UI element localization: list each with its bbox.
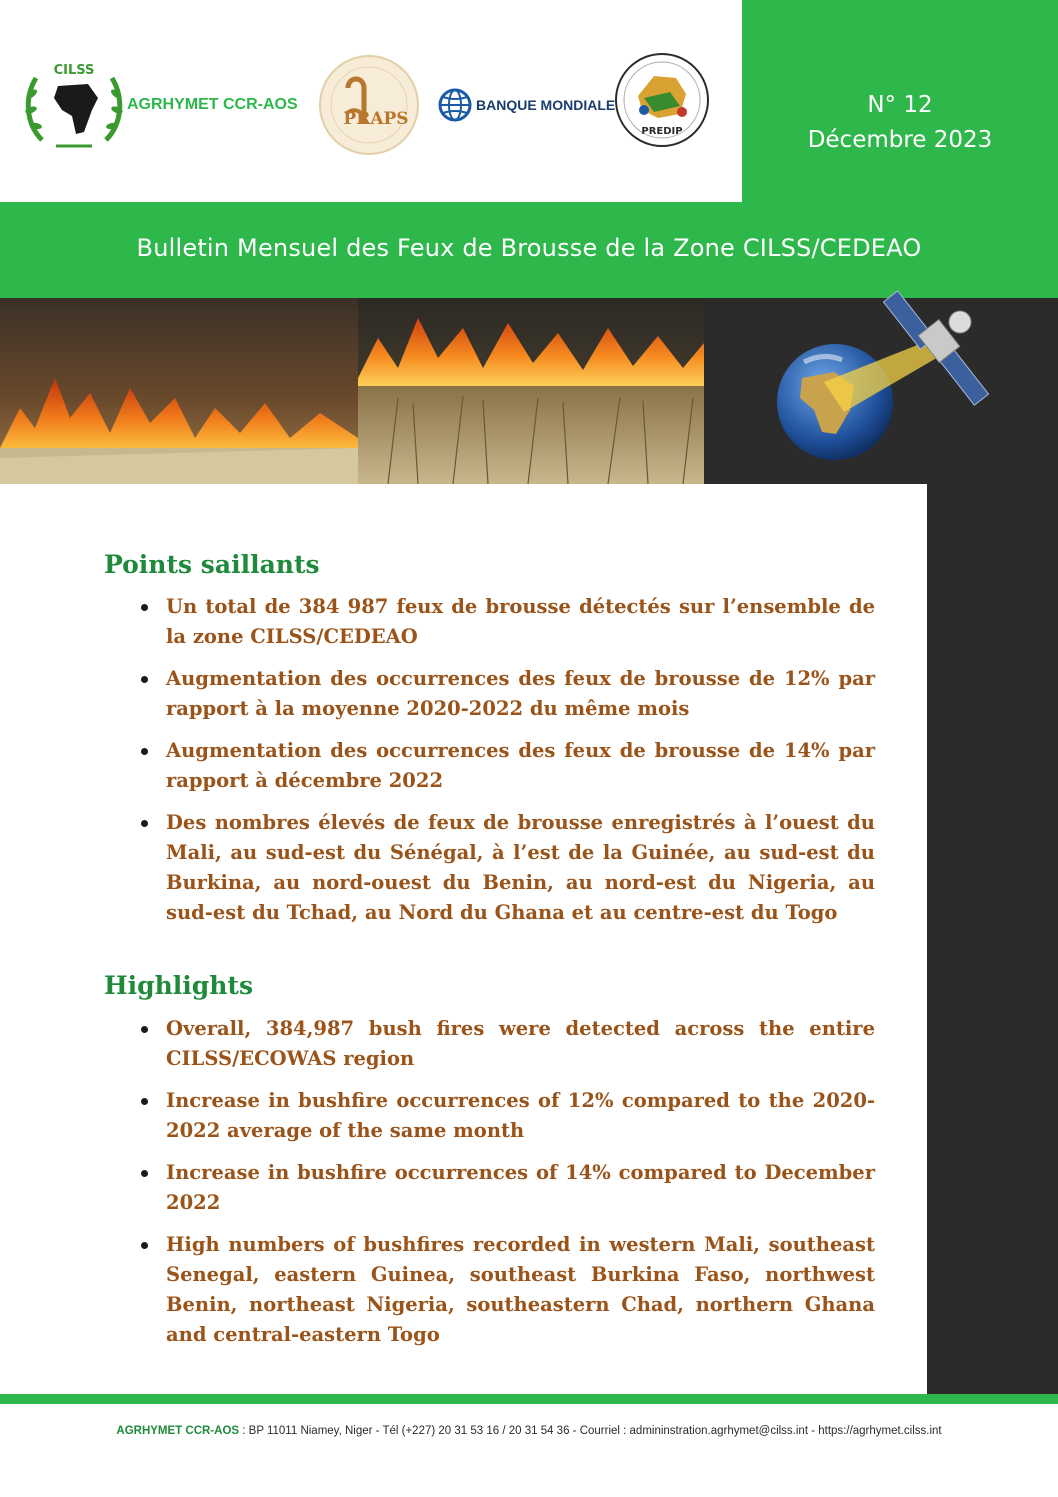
bullet-icon xyxy=(141,1026,148,1033)
list-item: Des nombres élevés de feux de brousse enregistrés à l’ouest du Mali, au sud-est du Sénégal, à l’est de la Guinée, au sud-est du Burkina, au nord-ouest du Benin, au nord-est du Nigeria, au sud-est du Tchad, au Nord du Ghana et au centre-est du Togo xyxy=(104,808,875,928)
bullet-icon xyxy=(141,604,148,611)
satellite-icon xyxy=(883,291,988,405)
highlights-list xyxy=(104,1014,875,1362)
bullet-icon xyxy=(141,1242,148,1249)
agrhymet-label: AGRHYMET CCR-AOS xyxy=(127,96,298,113)
predip-logo xyxy=(614,52,710,148)
footer-divider xyxy=(0,1394,1058,1404)
list-item: Un total de 384 987 feux de brousse détectés sur l’ensemble de la zone CILSS/CEDEAO xyxy=(104,592,875,652)
footer-contact xyxy=(0,1425,1058,1437)
list-item: Augmentation des occurrences des feux de brousse de 12% par rapport à la moyenne 2020-2022 du même mois xyxy=(104,664,875,724)
bullet-icon xyxy=(141,748,148,755)
world-bank-label: BANQUE MONDIALE xyxy=(476,97,616,113)
highlights-heading: Highlights xyxy=(104,971,254,1000)
cilss-logo xyxy=(22,58,126,154)
satellite-globe-illustration xyxy=(704,282,1058,484)
list-item: Overall, 384,987 bush fires were detected across the entire CILSS/ECOWAS region xyxy=(104,1014,875,1074)
bushfire-photo-left xyxy=(0,298,358,484)
svg-text:CILSS: CILSS xyxy=(53,63,95,78)
bullet-icon xyxy=(141,1098,148,1105)
bullet-icon xyxy=(141,1170,148,1177)
bushfire-photo-right xyxy=(358,298,704,484)
list-item: High numbers of bushfires recorded in western Mali, southeast Senegal, eastern Guinea, southeast Burkina Faso, northwest Benin, northeast Nigeria, southeastern Chad, northern Ghana and central-eastern Togo xyxy=(104,1230,875,1350)
bullet-icon xyxy=(141,820,148,827)
svg-text:PREDIP: PREDIP xyxy=(641,126,683,137)
svg-text:PRAPS: PRAPS xyxy=(343,109,409,129)
dark-sidebar xyxy=(927,484,1058,1394)
issue-box xyxy=(742,0,1058,202)
praps-logo xyxy=(318,54,420,156)
issue-number: N° 12 xyxy=(867,92,933,118)
footer-details: : BP 11011 Niamey, Niger - Tél (+227) 20 31 53 16 / 20 31 54 36 - Courriel : admininstration.agrhymet@cilss.int - https://agrhymet.cilss.int xyxy=(239,1425,942,1437)
bulletin-title: Bulletin Mensuel des Feux de Brousse de la Zone CILSS/CEDEAO xyxy=(136,234,922,262)
issue-date: Décembre 2023 xyxy=(807,127,993,153)
list-item: Augmentation des occurrences des feux de brousse de 14% par rapport à décembre 2022 xyxy=(104,736,875,796)
points-saillants-heading: Points saillants xyxy=(104,550,320,579)
footer-org: AGRHYMET CCR-AOS xyxy=(116,1425,240,1437)
world-bank-globe-icon xyxy=(438,88,472,122)
bullet-icon xyxy=(141,676,148,683)
list-item: Increase in bushfire occurrences of 14% compared to December 2022 xyxy=(104,1158,875,1218)
list-item: Increase in bushfire occurrences of 12% compared to the 2020-2022 average of the same month xyxy=(104,1086,875,1146)
points-saillants-list xyxy=(104,592,875,940)
